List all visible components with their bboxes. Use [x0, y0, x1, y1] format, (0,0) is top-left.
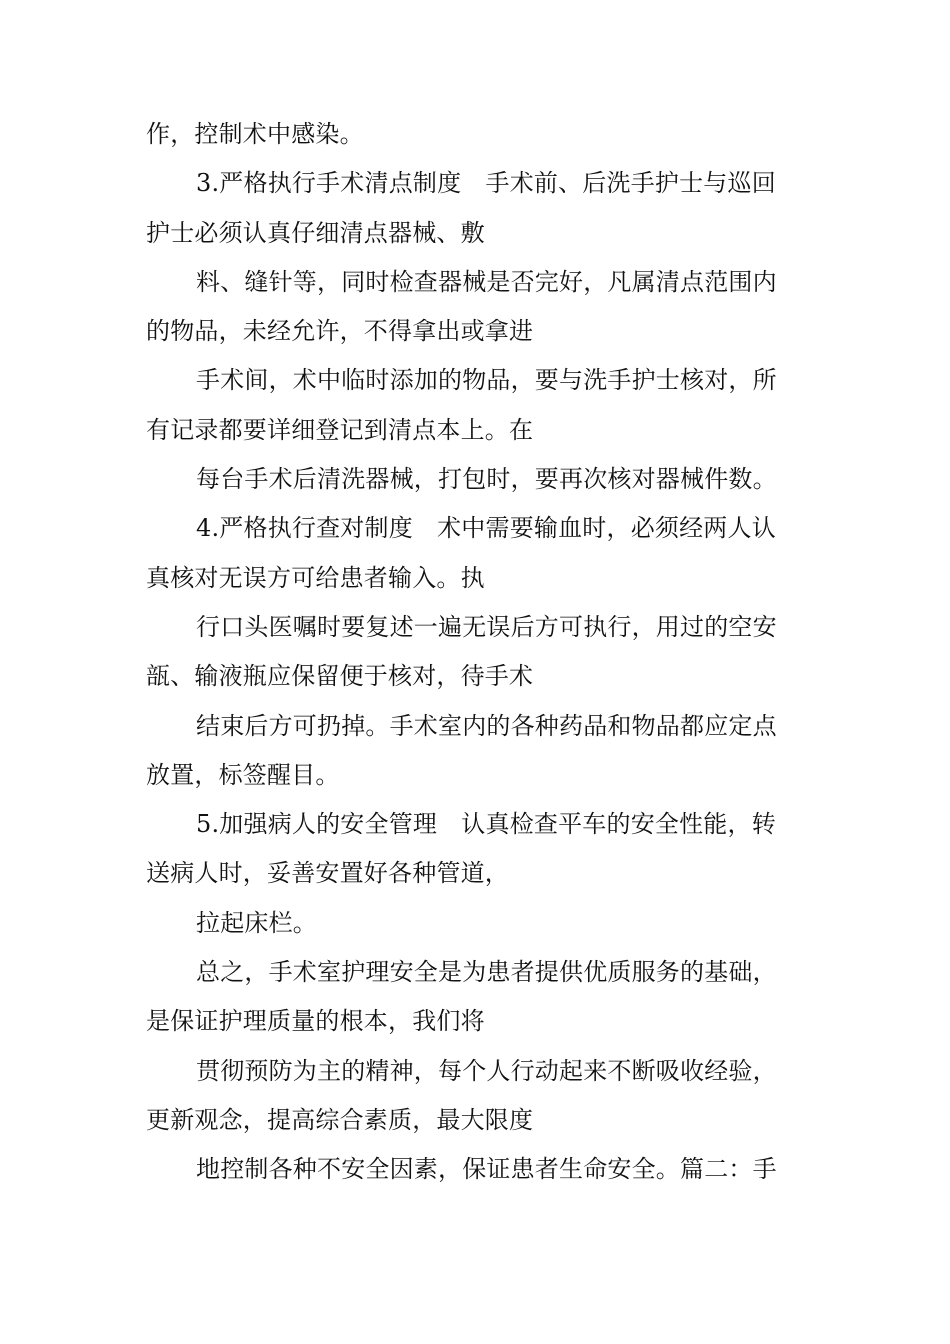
text-line: 的物品，未经允许，不得拿出或拿进 — [146, 317, 534, 346]
text-line: 料、缝针等，同时检查器械是否完好，凡属清点范围内 — [196, 267, 777, 296]
text-line: 有记录都要详细登记到清点本上。在 — [146, 415, 534, 444]
text-line: 真核对无误方可给患者输入。执 — [146, 563, 485, 592]
text-line: 结束后方可扔掉。手术室内的各种药品和物品都应定点 — [196, 711, 777, 740]
text-line: 总之，手术室护理安全是为患者提供优质服务的基础， — [196, 958, 777, 987]
text-line: 手术间，术中临时添加的物品，要与洗手护士核对，所 — [196, 366, 777, 395]
text-line: 每台手术后清洗器械，打包时，要再次核对器械件数。 — [196, 465, 777, 494]
text-line: 贯彻预防为主的精神，每个人行动起来不断吸收经验， — [196, 1056, 777, 1085]
text-line: 拉起床栏。 — [196, 908, 317, 937]
text-line: 3.严格执行手术清点制度 手术前、后洗手护士与巡回 — [196, 169, 776, 198]
text-line: 是保证护理质量的根本，我们将 — [146, 1007, 485, 1036]
text-line: 放置，标签醒目。 — [146, 760, 340, 789]
text-line: 4.严格执行查对制度 术中需要输血时，必须经两人认 — [196, 514, 776, 543]
text-line: 地控制各种不安全因素，保证患者生命安全。篇二：手 — [196, 1155, 777, 1184]
text-line: 瓿、输液瓶应保留便于核对，待手术 — [146, 662, 534, 691]
text-line: 行口头医嘱时要复述一遍无误后方可执行，用过的空安 — [196, 612, 777, 641]
text-line: 送病人时，妥善安置好各种管道， — [146, 859, 509, 888]
text-line: 更新观念，提高综合素质，最大限度 — [146, 1105, 534, 1134]
text-line: 5.加强病人的安全管理 认真检查平车的安全性能，转 — [196, 810, 776, 839]
text-line: 作，控制术中感染。 — [146, 120, 364, 148]
document-body — [146, 110, 826, 1195]
text-line: 护士必须认真仔细清点器械、敷 — [146, 218, 485, 247]
